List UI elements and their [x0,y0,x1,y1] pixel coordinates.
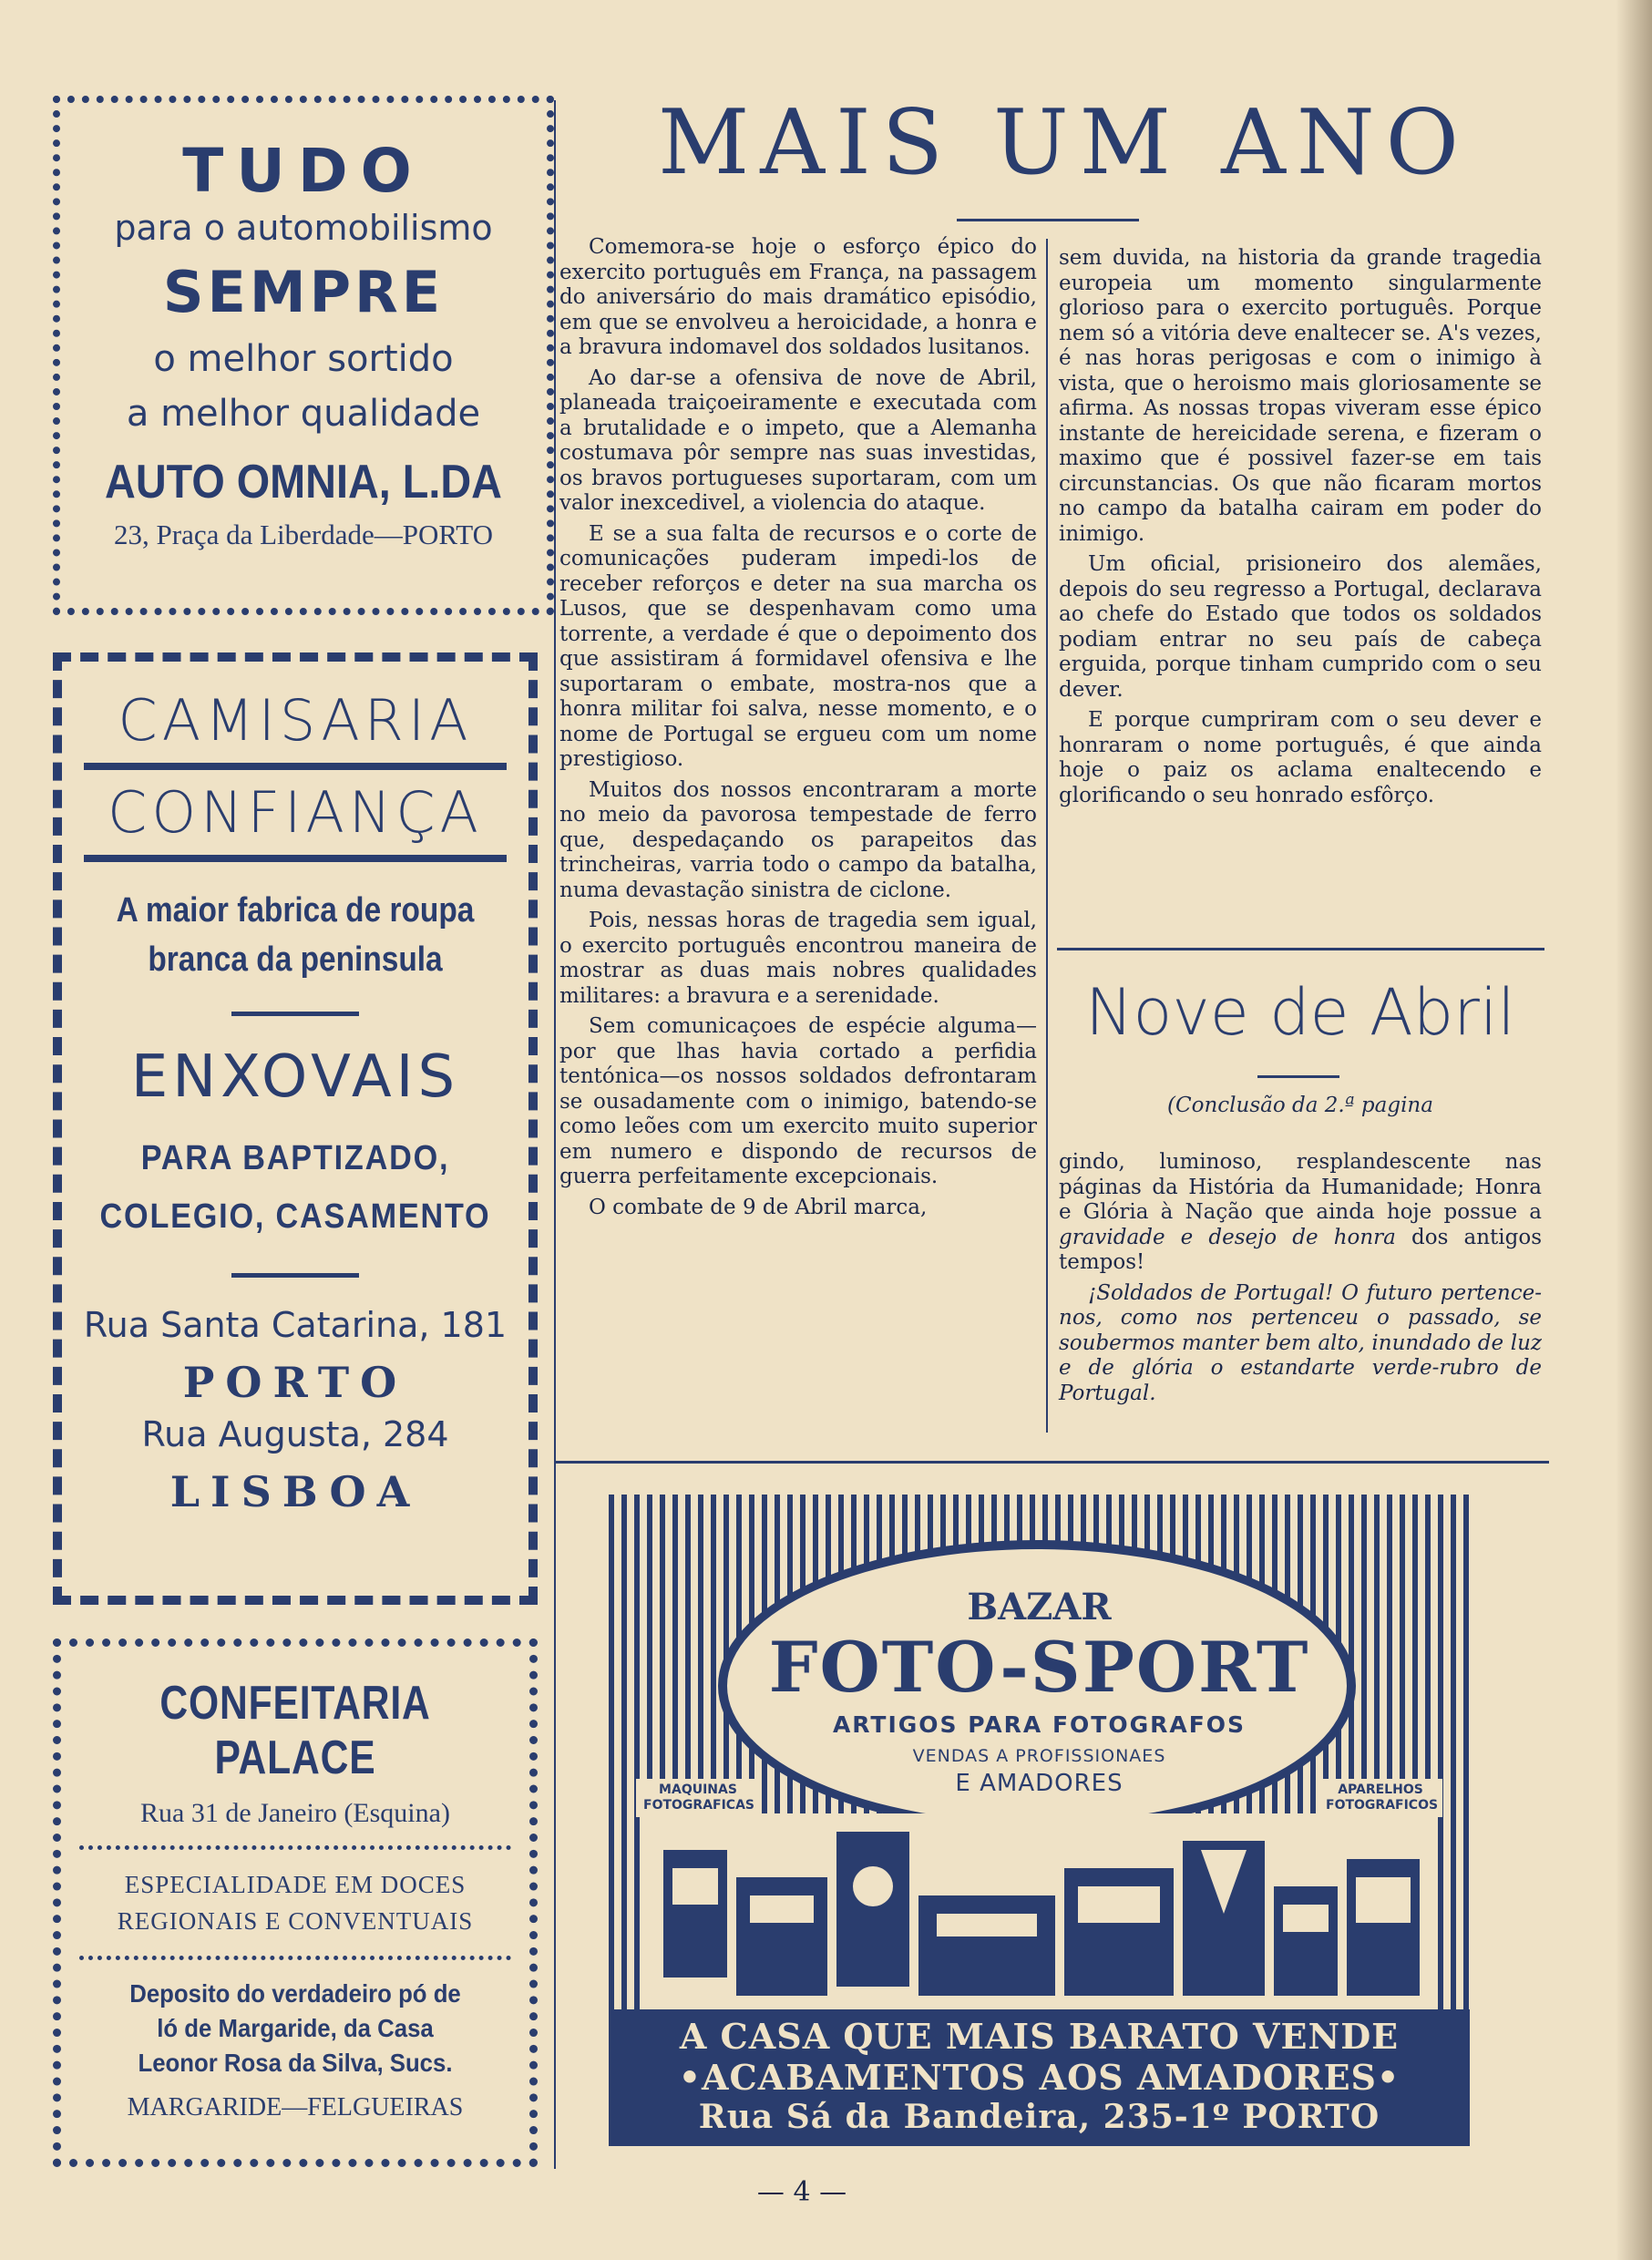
ad-camisaria-city-porto: PORTO [182,1358,408,1407]
ad-confeitaria-title: CONFEITARIA PALACE [159,1677,431,1784]
ad-bazar-amateurs: E AMADORES [955,1770,1124,1797]
ad-camisaria-occasion-a: PARA BAPTIZADO, [140,1139,450,1177]
paragraph: Um oficial, prisioneiro dos alemães, depois do seu regresso a Portugal, declarava ao chefe do Estado que todos os soldados podiam entrar no seu país de cabeça erguida, porque tinham cumprido com o seu dever. [1059,552,1542,702]
paragraph: Muitos dos nossos encontraram a morte no meio da pavorosa tempestade de ferro que, despedaçando os parapeitos das trincheiras, varria todo o campo da batalha, numa devastação sinistra de ciclone. [559,777,1037,902]
ad-camisaria-occasions [98,1129,492,1246]
divider [556,1461,1549,1464]
divider [84,855,507,862]
ad-confeitaria-specialty-b: REGIONAIS E CONVENTUAIS [117,1907,474,1935]
article-column-right [1059,246,1542,814]
ad-camisaria-line2: CONFIANÇA [108,779,483,846]
paragraph: Comemora-se hoje o esforço épico do exercito português em França, na passagem do aniversário do mais dramático episódio, em que se envolveu a heroicidade, a honra e a bravura indomavel dos soldados lusitanos. [559,235,1037,359]
ad-confeitaria-location: MARGARIDE—FELGUEIRAS [127,2093,464,2121]
divider [1257,1075,1339,1078]
continuation-note: (Conclusão da 2.ª pagina [1167,1094,1433,1117]
ad-confeitaria-deposit-a: Deposito do verdadeiro pó de [129,1979,461,2008]
article-continuation [1059,1150,1542,1412]
article-column-left [559,235,1037,1226]
ad-tudo-headline: TUDO [182,136,425,206]
ad-camisaria-address-lisboa: Rua Augusta, 284 [141,1414,449,1454]
ad-camisaria-enxovais: ENXOVAIS [130,1043,460,1111]
article-title: MAIS UM ANO [657,91,1471,195]
ad-bazar-name: FOTO-SPORT [768,1627,1310,1708]
ad-camisaria-slogan-b: branca da peninsula [148,940,443,979]
paragraph: sem duvida, na historia da grande tragedia europeia um momento singularmente glorioso para o exercito português. Porque nem só a vitória deve enaltecer se. A's vezes, é nas horas perigosas e com o inimigo à vista, que o heroismo mais gloriosamente se afirma. As nossas tropas viveram esse épico instante de hereicidade serena, e fizeram o maximo que é possivel fazer-se em tais circunstancias. Os que não ficaram mortos no campo da batalha cairam em poder do inimigo. [1059,246,1542,546]
section-title: Nove de Abril [1085,975,1515,1050]
page-number: — 4 — [756,2176,847,2208]
paragraph: ¡Soldados de Portugal! O futuro pertence-nos, como nos pertenceu o passado, se soubermos manter bem alto, inundado de luz e de glória o estandarte verde-rubro de Portugal. [1059,1280,1542,1405]
text-span: gindo, luminoso, resplandescente nas páginas da História da Humanidade; Honra e Glória à Nação que ainda hoje possue a [1059,1150,1542,1224]
ad-bazar-title: BAZAR [967,1586,1112,1628]
ad-camisaria-slogan-a: A maior fabrica de roupa [116,891,475,930]
ad-camisaria-line1: CAMISARIA [118,687,473,754]
ad-confeitaria-deposit [91,1977,498,2080]
photo-goods-illustration [645,1813,1433,2014]
ad-bazar-label-cameras: MAQUINAS FOTOGRAFICAS [636,1779,760,1817]
ad-bazar-banner-line2: •ACABAMENTOS AOS AMADORES• [678,2057,1401,2098]
paragraph: O combate de 9 de Abril marca, [589,1195,928,1219]
ad-bazar-foto-sport [609,1495,1470,2146]
divider [84,763,507,770]
ad-bazar-banner-line3: Rua Sá da Bandeira, 235-1º PORTO [698,2098,1380,2136]
ad-auto-omnia [53,96,554,615]
column-divider [1046,239,1048,1433]
paragraph: E porque cumpriram com o seu dever e honraram o nome português, é que ainda hoje o paiz os aclama enaltecendo e glorificando o seu honrado esfôrço. [1059,708,1542,807]
paragraph [1059,1150,1542,1276]
ad-camisaria-slogan [103,886,487,984]
page-edge-shadow [1616,0,1652,2260]
paragraph: Ao dar-se a ofensiva de nove de Abril, planeada traiçoeiramente e executada com a brutalidade e o impeto, que a Alemanha costumava pôr sempre nas suas investidas, os bravos portugueses suportaram, com um valor inexcedivel, a violencia do ataque. [559,365,1037,515]
paragraph: Pois, nessas horas de tragedia sem igual, o exercito português encontrou maneira de mostrar as duas mais nobres qualidades militares: a bravura e a serenidade. [559,909,1037,1008]
ad-confeitaria-specialty-a: ESPECIALIDADE EM DOCES [124,1871,467,1898]
divider [231,1012,359,1016]
divider [79,1956,511,1960]
ad-tudo-line4: o melhor sortido [153,338,454,380]
ad-camisaria-address-porto: Rua Santa Catarina, 181 [83,1305,508,1345]
paragraph: Sem comunicaçoes de espécie alguma—por que lhas havia cortado a perfidia tentónica—os nossos soldados defrontaram se ousadamente com o inimigo, batendo-se como leões com um exercito muito superior em numero e dispondo de recursos de guerra perfeitamente excepcionais. [559,1014,1037,1188]
ad-camisaria-city-lisboa: LISBOA [169,1467,421,1516]
ad-tudo-line2: para o automobilismo [114,208,493,248]
divider [231,1273,359,1278]
ad-tudo-address: 23, Praça da Liberdade—PORTO [114,519,493,550]
ad-confeitaria-deposit-b: ló de Margaride, da Casa [157,2014,434,2042]
ad-confeitaria-palace [53,1638,538,2167]
ad-confeitaria-specialty [74,1866,517,1939]
divider [79,1845,511,1850]
divider [957,219,1139,221]
divider [1057,948,1544,950]
ad-confeitaria-deposit-c: Leonor Rosa da Silva, Sucs. [138,2049,453,2077]
ad-bazar-subtitle: ARTIGOS PARA FOTOGRAFOS [832,1711,1247,1738]
ad-bazar-banner-line1: A CASA QUE MAIS BARATO VENDE [679,2016,1400,2057]
ad-bazar-label-devices: APARELHOS FOTOGRAFICOS [1319,1779,1442,1817]
ad-bazar-sales: VENDAS A PROFISSIONAES [912,1746,1166,1766]
paragraph: E se a sua falta de recursos e o corte de comunicações puderam impedi-los de receber reforços e deter na sua marcha os Lusos, que se despenhavam como uma torrente, a verdade é que o depoimento dos que assistiram á formidavel ofensiva e lhe suportaram o embate, mostra-nos que a honra militar foi salva, nesse momento, e o nome de Portugal se ergueu com um nome prestigioso. [559,521,1037,771]
ad-tudo-company: AUTO OMNIA, L.DA [105,456,502,508]
column-divider [554,100,556,2169]
text-span: dos antigos tempos! [1059,1225,1542,1274]
ad-tudo-line3: SEMPRE [162,259,445,325]
ad-camisaria-occasion-b: COLEGIO, CASAMENTO [99,1197,491,1236]
ad-tudo-line5: a melhor qualidade [126,393,481,435]
text-span-italic: gravidade e desejo de honra [1059,1225,1396,1249]
ad-camisaria-confianca [53,652,538,1605]
ad-confeitaria-address: Rua 31 de Janeiro (Esquina) [140,1798,450,1828]
